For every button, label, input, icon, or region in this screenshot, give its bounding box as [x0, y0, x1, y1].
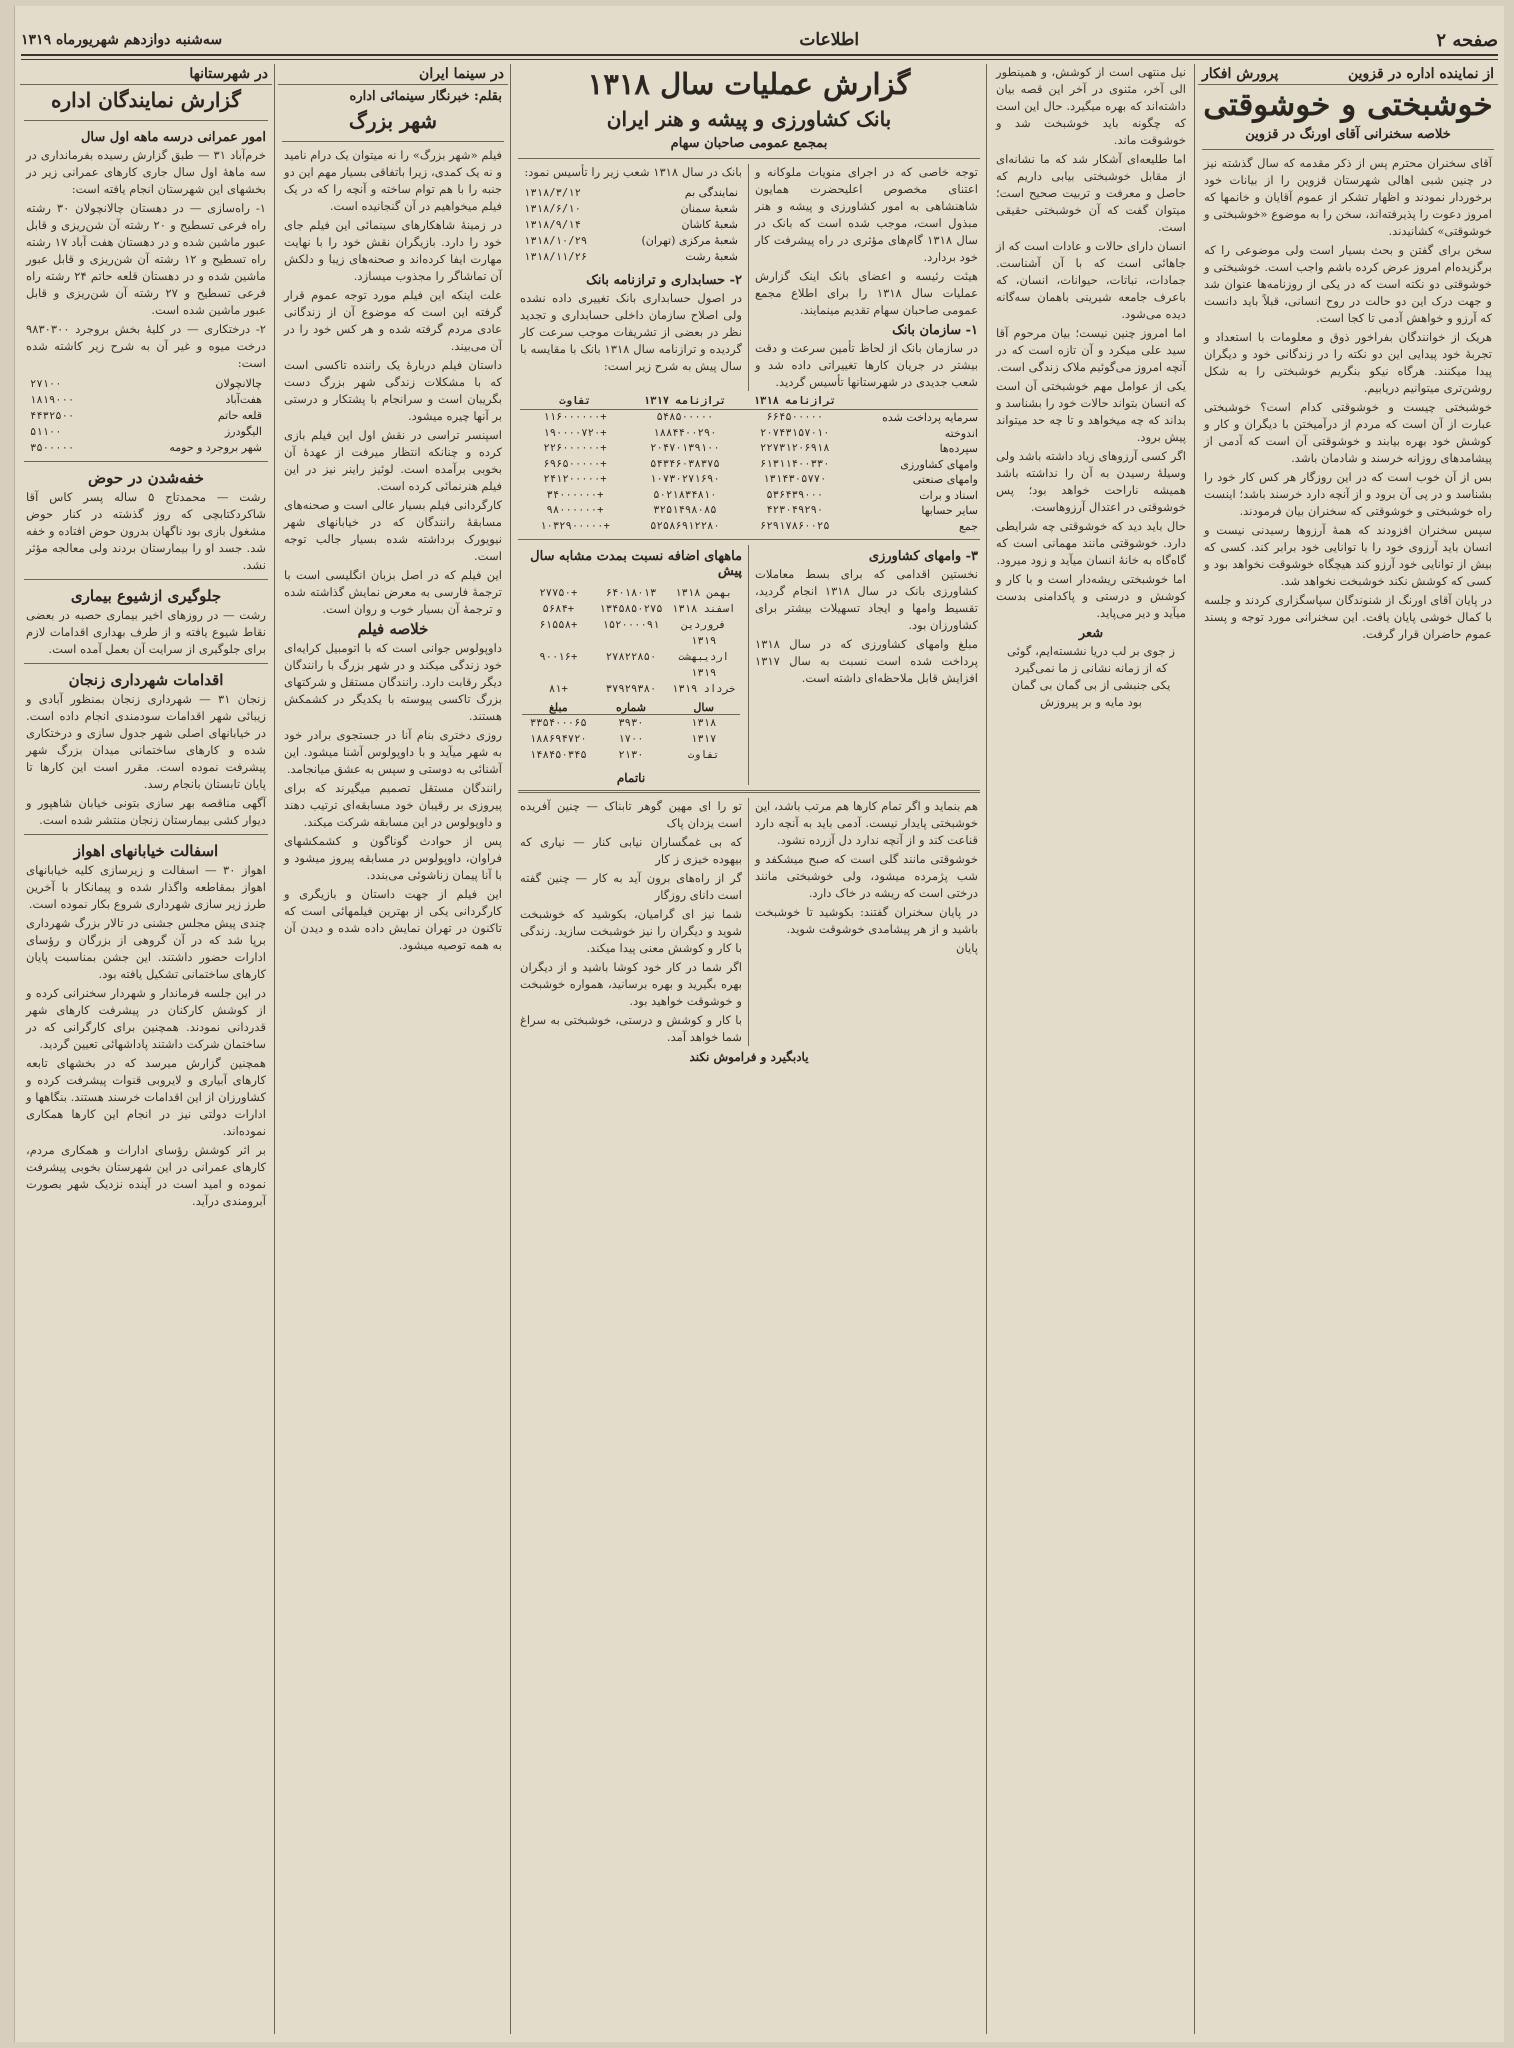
- table-cell: +۵۶۸۴: [542, 603, 575, 615]
- table-cell: ۵۳۶۴۳۹۰۰۰: [766, 488, 824, 501]
- table-cell: +۲۲۶۰۰۰۰۰۰: [543, 442, 607, 454]
- table-cell: +۲۷۷۵۰: [539, 587, 578, 599]
- paragraph: خوشوقتی مانند گلی است که صبح میشکفد و شب پژمرده میشود، ولی خوشبختی مانند درختی است که ریشه در خاک دارد.: [755, 852, 978, 900]
- branch-row: [524, 233, 738, 249]
- paragraph: اسپنسر تراسی در نقش اول این فیلم بازی کرده و چنانکه انتظار میرفت از عهدهٔ آن بخوبی برآمده است. لوئیز راینر نیز در این فیلم هنرنمائی کرده است.: [284, 428, 502, 493]
- table-header-cell: مبلغ: [548, 701, 568, 714]
- divider: [24, 120, 268, 121]
- table-cell: ۱۳۱۴۳۰۵۷۷۰: [763, 473, 827, 485]
- article-body: [1198, 155, 1498, 643]
- branch-date: ۱۳۱۸/۶/۱۰: [524, 203, 581, 215]
- paragraph: تو را ای مهین گوهر تابناک — چنین آفریده است یزدان پاک: [520, 799, 742, 830]
- branch-row: [524, 185, 738, 201]
- table-cell: +۱۹۰۰۰۰۷۲۰: [543, 426, 607, 439]
- table-row: [520, 503, 978, 519]
- table-cell: ۲۷۸۲۲۸۵۰: [605, 651, 657, 663]
- tree-count: ۵۱۱۰۰: [30, 426, 62, 438]
- table-header: [522, 701, 740, 715]
- paragraph: آگهی مناقصه بهر سازی بتونی خیابان شاهپور و دیوار کشی بیمارستان زنجان منتشر شده است.: [26, 796, 266, 827]
- issue-date: سه‌شنبه دوازدهم شهریورماه ۱۳۱۹: [21, 32, 223, 48]
- branch-name: شعبهٔ مرکزی (تهران): [641, 234, 738, 247]
- news-title: جلوگیری ازشیوع بیماری: [70, 587, 222, 605]
- table-header-cell: شماره: [615, 701, 646, 714]
- table-cell: ۱۳۴۵۸۵۰۲۷۵: [599, 603, 663, 615]
- table-cell: وامهای کشاورزی: [900, 457, 978, 471]
- paragraph: این فیلم از جهت داستان و بازیگری و کارگردانی یکی از بهترین فیلمهائی است که تاکنون در تهران نمایش داده شده و دیدن آن به همه توصیه میشود.: [284, 887, 502, 952]
- paragraph: هم بنماید و اگر تمام کارها هم مرتب باشد، این خوشبختی پایدار نیست. آدمی باید به آنچه دارد قناعت کند و از آنچه ندارد دل آزرده نشود.: [755, 799, 978, 847]
- table-body: [520, 410, 978, 534]
- paragraph: چندی پیش مجلس جشنی در تالار بزرگ شهرداری برپا شد که در آن گروهی از بزرگان و رؤسای ادارات حضور داشتند. این جشن بمناسبت پایان کارهای ساختمانی تشکیل یافته بود.: [26, 916, 266, 981]
- poem-title: شعر: [1078, 626, 1104, 641]
- table-cell: ۱۵۲۰۰۰۰۹۱: [602, 619, 660, 631]
- paragraph: در اصول حسابداری بانک تغییری داده نشده ولی اصلاح سازمان داخلی حسابداری و تجدید نظر در بعضی از تشریفات موجب سرعت کار گردیده و ترازنامه سال ۱۳۱۸ بانک با مقایسه با سال پیش به شرح زیر است:: [520, 291, 743, 373]
- paragraph: در زمینهٔ شاهکارهای سینمائی این فیلم جای خود را دارد. بازیگران نقش خود را با نهایت مهارت ایفا کرده‌اند و صحنه‌های زیبا و دلکش آن تماشاگر را مجذوب میسازد.: [284, 218, 502, 283]
- paragraph: یکی از عوامل مهم خوشبختی آن است که انسان بتواند حالات خود را بشناسد و بداند که چه میخواهد و تا چه حد میتواند پیش برود.: [996, 379, 1186, 444]
- paragraph: زنجان ۳۱ — شهرداری زنجان بمنظور آبادی و زیبائی شهر اقدامات سودمندی انجام داده است. در خیابانهای اصلی شهر جدول سازی و درختکاری شده و کارهای ساختمانی میدان بزرگ شهر پیشرفت نموده است. مقرر است این کارها تا پایان تابستان بانجام رسد.: [26, 692, 267, 791]
- section-title: ۲- حسابداری و ترازنامه بانک: [586, 273, 742, 288]
- table-row: [522, 747, 740, 763]
- table-cell: سپرده‌ها: [939, 442, 978, 455]
- table-cell: +۱۰۳۲۹۰۰۰۰۰: [540, 519, 610, 532]
- table-cell: تفاوت: [687, 749, 720, 761]
- news-list: [20, 461, 272, 1210]
- table-cell: +۹۰۰۱۶: [539, 651, 578, 663]
- news-title: خفه‌شدن در حوض: [88, 469, 204, 487]
- table-cell: ۳۹۳۰: [618, 717, 644, 729]
- article-headline: گزارش عملیات سال ۱۳۱۸: [587, 67, 911, 101]
- table-cell: فروردین ۱۳۱۹: [681, 619, 726, 647]
- masthead-rule: [21, 59, 1498, 60]
- paragraph: رشت — در روزهای اخیر بیماری حصبه در بعضی نقاط شیوع یافته و از طرف بهداری اقدامات لازم برای جلوگیری از سرایت آن بعمل آمده است.: [26, 608, 266, 656]
- table-cell: وامهای صنعتی: [912, 473, 978, 486]
- table-header-cell: [850, 395, 978, 407]
- table-row: [520, 426, 978, 442]
- table-cell: ۱۳۱۸: [691, 717, 717, 729]
- article-body: [990, 64, 1192, 622]
- column-divider: [986, 64, 987, 2034]
- paragraph: اگر کسی آرزوهای زیاد داشته باشد ولی وسیلهٔ رسیدن به آن را نداشته باشد همیشه ناراحت خواهد بود؛ پس خوشوقتی در اعتدال آرزوهاست.: [996, 449, 1186, 514]
- paragraph: داوپولوس جوانی است که با اتومبیل کرایه‌ای خود زندگی میکند و در شهر بزرگ با رانندگان دیگر رقابت دارد. رانندگان مستقل و شرکتهای بزرگ تاکسی پیوسته با یکدیگر در کشمکش هستند.: [284, 641, 502, 723]
- table-cell: اسفند ۱۳۱۸: [672, 603, 736, 615]
- table-title: ماههای اضافه نسبت بمدت مشابه سال پیش: [530, 549, 742, 579]
- article-body: [514, 164, 748, 181]
- paper-name: اطلاعات: [799, 30, 860, 50]
- column-continuation: [990, 64, 1192, 2034]
- table-cell: ۱۸۸۶۹۴۷۲۰: [529, 733, 587, 745]
- bottom-caption: یادبگیرد و فراموش نکند: [689, 1050, 809, 1064]
- table-cell: +۳۴۰۰۰۰۰۰: [546, 488, 604, 501]
- paragraph: آقای سخنران محترم پس از ذکر مقدمه که سال گذشته نیز در چنین شبی اهالی شهرستان قزوین را از بیانات خود برخوردار نمودند و اظهار تشکر از عموم آقایان و خانمها که امروز دعوت را پذیرفته‌اند، سخن را به موضوع «خوشبختی و خوشوقتی» کشانیدند.: [1204, 156, 1492, 238]
- table-header-cell: سال: [693, 701, 714, 714]
- table-row: [522, 601, 740, 617]
- divider: [24, 834, 268, 835]
- table-row: [520, 472, 978, 488]
- table-cell: +۶۱۵۵۸: [539, 619, 578, 631]
- article-headline: گزارش نمایندگان اداره: [51, 88, 241, 112]
- paragraph: اما خوشبختی ریشه‌دار است و با کار و کوشش و درستی و پاکدامنی بدست میآید و دیر می‌پاید.: [996, 572, 1186, 620]
- article-headline: خوشبختی و خوشوقتی: [1203, 87, 1493, 123]
- table-header-cell: تفاوت: [559, 395, 591, 407]
- paragraph: در سازمان بانک از لحاظ تأمین سرعت و دقت بیشتر در جریان کارها تغییراتی داده شد و شعب جدیدی در شهرستانها تأسیس گردید.: [755, 341, 978, 389]
- paragraph: بانک در سال ۱۳۱۸ شعب زیر را تأسیس نمود:: [524, 165, 742, 179]
- paragraph: هیئت رئیسه و اعضای بانک اینک گزارش عملیات سال ۱۳۱۸ را برای اطلاع مجمع عمومی صاحبان سهام تقدیم مینمایند.: [755, 269, 978, 317]
- paragraph: علت اینکه این فیلم مورد توجه عموم قرار گرفته این است که موضوع آن از زندگانی عادی مردم گرفته شده و هر کس خود را در آن می‌بیند.: [284, 288, 502, 353]
- table-cell: +۱۱۶۰۰۰۰۰۰: [543, 411, 607, 423]
- article-subheadline: بانک کشاورزی و پیشه و هنر ایران: [606, 107, 892, 131]
- table-body: [522, 715, 740, 763]
- section-subtitle: پرورش افکار: [1202, 66, 1279, 82]
- tree-count: ۱۸۱۹۰۰۰: [30, 394, 75, 406]
- table-cell: بهمن ۱۳۱۸: [675, 587, 733, 599]
- paragraph: اما امروز چنین نیست؛ بیان مرحوم آقا سید علی میکرد و آن تازه است که در آنچه امروز می‌گوئیم ملاک زندگی است.: [996, 326, 1186, 374]
- paragraph: حال باید دید که خوشوقتی چه شرایطی دارد. خوشوقتی مانند مهمانی است که گاه‌گاه به خانهٔ انسان میآید و زود میرود.: [996, 519, 1186, 567]
- paragraph: مبلغ وامهای کشاورزی که در سال ۱۳۱۸ پرداخت شده است نسبت به سال ۱۳۱۷ افزایش قابل ملاحظه‌ای داشته است.: [755, 637, 978, 685]
- column-divider: [510, 64, 511, 2034]
- table-row: [520, 410, 978, 426]
- paragraph: پایان: [955, 941, 978, 955]
- paragraph: این فیلم که در اصل بزبان انگلیسی است با ترجمهٔ فارسی به معرض نمایش گذاشته شده و ترجمهٔ آن بسیار خوب و روان است.: [284, 568, 502, 616]
- table-cell: +۶۹۶۵۰۰۰۰۰: [543, 457, 607, 470]
- table-row: [522, 585, 740, 601]
- branch-date: ۱۳۱۸/۳/۱۲: [524, 187, 581, 199]
- table-cell: ۲۰۴۷۰۱۳۹۱۰۰: [650, 442, 720, 454]
- table-cell: ۶۴۰۱۸۰۱۳: [605, 587, 657, 599]
- table-cell: ۶۲۹۱۷۸۶۰۰۲۵: [760, 519, 830, 532]
- table-cell: ۳۷۹۲۹۳۸۰: [605, 683, 657, 695]
- two-column-block: [514, 798, 984, 1046]
- tree-row: [30, 424, 262, 440]
- paragraph: نیل منتهی است از کوشش، و همینطور الی آخر، مثنوی در آخر این قصه بیان داشته‌اند که بهره میگیرد. حال این است که چگونه باید خوشبخت شد و خوشوقت ماند.: [996, 65, 1186, 147]
- paragraph: همچنین گزارش میرسد که در بخشهای تابعه کارهای آبیاری و لایروبی قنوات پیشرفت کرده و کشاورزان از این اقدامات خرسند هستند. بنگاهها و ادارات دولتی نیز در انجام این کارها همکاری نموده‌اند.: [26, 1056, 266, 1138]
- column-divider: [274, 64, 275, 2034]
- paragraph: توجه خاصی که در اجرای منویات ملوکانه و اعتنای مخصوص اعلیحضرت همایون شاهنشاهی به امور کشاورزی و پیشه و هنر مبذول است، موجب شده است که بانک در سال ۱۳۱۸ گام‌های مؤثری در راه پیشرفت کار خود بردارد.: [755, 165, 978, 264]
- table-header: [520, 395, 978, 410]
- table-cell: +۹۸۰۰۰۰۰۰: [546, 504, 604, 516]
- column-qazvin: [1198, 64, 1498, 2034]
- table-cell: ۱۳۱۷: [691, 733, 717, 745]
- paragraph: بر اثر کوشش رؤسای ادارات و همکاری مردم، کارهای عمرانی در این شهرستان بخوبی پیشرفت نموده و امید است در آینده نزدیک شهر بصورت آبرومندی درآید.: [26, 1143, 266, 1208]
- paragraph: داستان فیلم دربارهٔ یک راننده تاکسی است که با مشکلات زندگی شهر بزرگ دست بگریبان است و سرانجام با پشتکار و درستی بر آنها چیره میشود.: [284, 358, 502, 423]
- masthead: [21, 26, 1498, 56]
- branch-row: [524, 201, 738, 217]
- table-cell: ۱۸۸۴۴۰۰۲۹۰: [653, 426, 717, 439]
- divider: [24, 663, 268, 664]
- table-row: [522, 731, 740, 747]
- branch-date: ۱۳۱۸/۱۱/۲۶: [524, 251, 588, 263]
- news-title: اسفالت خیابانهای اهواز: [73, 842, 219, 860]
- tree-row: [30, 392, 262, 408]
- monthly-table: [522, 585, 740, 697]
- paragraph: در این جلسه فرماندار و شهردار سخنرانی کرده و از کوشش کارکنان در پیشرفت کارهای شهر قدردانی نمودند. همچنین برای کارگرانی که در ساختمان شرکت داشتند پاداشهائی تعیین گردید.: [26, 986, 266, 1051]
- byline: بقلم: خبرنگار سینمائی اداره: [349, 89, 502, 104]
- article-headline: شهر بزرگ: [348, 109, 438, 133]
- paragraph: روزی دختری بنام آنا در جستجوی برادر خود به شهر میآید و با داوپولوس آشنا میشود. این آشنائی به دوستی و سپس به عشق میانجامد.: [284, 728, 502, 776]
- branch-row: [524, 217, 738, 233]
- paragraph: شما نیز ای گرامیان، بکوشید که خوشبخت شوید و دیگران را نیز خوشبخت سازید. زندگی با کار و کوشش معنی پیدا میکند.: [520, 907, 742, 955]
- two-column-block: [514, 545, 984, 785]
- section-title: از نماینده اداره در قزوین: [1347, 66, 1494, 82]
- branch-row: [524, 249, 738, 265]
- table-cell: ۵۴۸۵۰۰۰۰۰: [656, 411, 714, 423]
- divider: [282, 141, 504, 142]
- newspaper-page: [14, 6, 1504, 2042]
- unfinished-note: ناتمام: [616, 771, 646, 785]
- divider: [518, 158, 980, 159]
- table-header-cell: ترازنامه ۱۳۱۸: [753, 395, 836, 407]
- tree-place: شهر بروجرد و حومه: [169, 441, 262, 454]
- table-cell: ۱۴۸۴۵۰۳۴۵: [529, 749, 587, 761]
- column-provinces: [20, 64, 272, 2034]
- table-cell: ۵۲۵۸۶۹۱۲۲۸۰: [650, 519, 720, 532]
- table-row: [520, 441, 978, 457]
- tree-row: [30, 408, 262, 424]
- table-cell: خرداد ۱۳۱۹: [672, 683, 736, 695]
- news-title: اقدامات شهرداری زنجان: [68, 671, 224, 689]
- assembly-line: بمجمع عمومی صاحبان سهام: [670, 136, 828, 151]
- page-number: صفحه ۲: [1436, 29, 1498, 51]
- item-title: امور عمرانی درسه ماهه اول سال: [80, 130, 266, 145]
- divider: [24, 579, 268, 580]
- tree-row: [30, 376, 262, 392]
- table-row: [522, 617, 740, 649]
- tree-count: ۳۵۰۰۰۰۰: [30, 442, 75, 454]
- table-cell: ۱۰۷۳۰۲۷۱۶۹۰: [650, 473, 720, 485]
- table-cell: سایر حسابها: [921, 504, 978, 517]
- tree-place: هفت‌آباد: [225, 393, 262, 406]
- poem-line: یکی جنبشی از بی گمان بی گمان: [1011, 678, 1171, 692]
- tree-count: ۴۴۳۲۵۰۰: [30, 410, 75, 422]
- paragraph: گر از راه‌های برون آید به کار — چنین گفته است دانای روزگار: [520, 871, 742, 902]
- table-cell: ۲۰۷۴۳۱۵۷۰۱۰: [760, 426, 830, 439]
- section-header: [1198, 64, 1498, 85]
- paragraph: بس از آن خوب است که در این روزگار هر کس کار خود را بشناسد و در پی آن برود و از آنچه دارد خرسند باشد؛ اینست راه خوشبختی و خوشوقتی که سخنران بیان فرمودند.: [1204, 470, 1492, 518]
- paragraph: فیلم «شهر بزرگ» را نه میتوان یک درام نامید و نه یک کمدی، زیرا باتفاقی بسیار مهم این دو جنبه را با هم توام ساخته و آنچه را که در یک فیلم میخواهیم در آن گنجانیده است.: [284, 148, 502, 213]
- branch-name: نمایندگی بم: [684, 186, 738, 199]
- table-row: [522, 715, 740, 731]
- article-body: [514, 798, 748, 1046]
- divider: [518, 539, 980, 540]
- table-header-cell: ترازنامه ۱۳۱۷: [643, 395, 726, 407]
- poem-line: بود مایه و بر پیروزش: [1039, 695, 1142, 709]
- table-cell: ۴۲۳۰۴۹۲۹۰: [766, 504, 824, 516]
- article-body: [749, 566, 984, 687]
- paragraph: رانندگان مستقل تصمیم میگیرند که برای پیروزی بر رقیبان خود مسابقه‌ای ترتیب دهند و داوپولوس در این مسابقه شرکت میکند.: [284, 781, 502, 829]
- column-divider: [1194, 64, 1195, 2034]
- table-cell: +۲۴۱۲۰۰۰۰۰: [543, 473, 607, 485]
- table-row: [520, 519, 978, 535]
- table-cell: ۵۴۳۴۶۰۳۸۳۷۵: [650, 457, 720, 470]
- paragraph: اما طلیعه‌ای آشکار شد که ما نشانه‌ای از مقابل خوشبختی بیابی داریم که حاصل و معرفت و تربیت صحیح است؛ میتوان گفت که آن خوشبختی حقیقی است.: [996, 152, 1186, 234]
- table-cell: ۳۳۵۴۰۰۰۶۵: [529, 717, 587, 729]
- column-bank-report: [514, 64, 984, 2034]
- section-header: در شهرستانها: [20, 64, 272, 85]
- article-body: [749, 164, 984, 319]
- paragraph: ۱- راه‌سازی — در دهستان چالانچولان ۳۰ رشته راه فرعی تسطیح و ۲۰ رشته آن شن‌ریزی و قابل عبور ماشین شده و در دهستان هفت آباد ۱۷ رشته راه تسطیح و ۱۲ رشته آن شن‌ریزی و قابل عبور ماشین شده و در دهستان قلعه حاتم ۲۴ رشته راه فرعی تسطیح و ۲۷ رشته آن شن‌ریزی و قابل عبور ماشین شده است.: [26, 201, 266, 317]
- divider: [24, 461, 268, 462]
- tree-count: ۲۷۱۰۰: [30, 378, 62, 390]
- tree-place: الیگودرز: [224, 425, 262, 438]
- balance-sheet-table: [520, 395, 978, 534]
- column-cinema: [278, 64, 508, 2034]
- paragraph: که بی غمگساران نیابی کنار — نیاری که بیهوده خیزی ز کار: [520, 835, 742, 866]
- table-row: [520, 488, 978, 504]
- paragraph: اگر شما در کار خود کوشا باشید و از دیگران بهره بگیرید و بهره برسانید، همواره خوشبخت و خوشوقت خواهید بود.: [520, 960, 742, 1008]
- table-cell: ۶۱۳۱۱۴۰۰۳۳۰: [760, 457, 830, 470]
- tree-place: چالانچولان: [215, 377, 262, 390]
- tree-list: [30, 376, 262, 456]
- summary-title: خلاصه فیلم: [357, 620, 429, 638]
- table-cell: ۲۲۷۳۱۲۰۶۹۱۸: [760, 442, 830, 454]
- paragraph: هریک از خوانندگان بفراخور ذوق و معلومات با استعداد و تجربهٔ خود پیدایی این دو نکته را در زندگانی خود و دیگران پیدا میکنند. هرگاه نیکو بنگریم خوشبختی را به شکل روشن‌تری میتوانیم دریابیم.: [1204, 330, 1492, 395]
- table-cell: جمع: [958, 519, 978, 533]
- tree-row: [30, 440, 262, 456]
- article-body: [20, 126, 272, 372]
- tree-place: قلعه حاتم: [217, 409, 262, 422]
- table-cell: سرمایه پرداخت شده: [882, 411, 978, 424]
- poem: [990, 643, 1192, 711]
- table-cell: اردیبهشت ۱۳۱۹: [678, 651, 729, 679]
- branch-name: شعبهٔ کاشان: [681, 218, 738, 231]
- poem-line: که از زمانه نشانی ز ما نمی‌گیرد: [1014, 661, 1168, 675]
- divider: [1202, 149, 1494, 150]
- divider: [518, 790, 980, 793]
- paragraph: کارگردانی فیلم بسیار عالی است و صحنه‌های مسابقهٔ رانندگان که در خیابانهای شهر نیویورک برداشته شده بسیار جالب توجه است.: [284, 498, 502, 563]
- paragraph: ۲- درختکاری — در کلیهٔ بخش بروجرد ۹۸۳۰۳۰۰ درخت میوه و غیر آن به شرح زیر کاشته شده است:: [26, 322, 266, 370]
- table-cell: ۶۶۴۵۰۰۰۰۰: [766, 411, 824, 423]
- loan-table: [522, 701, 740, 763]
- paragraph: انسان دارای حالات و عادات است که از جاهائی است که با آن آشناست. جمادات، نباتات، حیوانات، انسان، که باعرف جامعه شیرینی باهمان سه‌گانه دیده می‌شود.: [996, 239, 1186, 321]
- table-cell: اسناد و برات: [919, 488, 978, 502]
- article-body: [514, 290, 748, 375]
- article-body: [278, 640, 508, 954]
- paragraph: خرم‌آباد ۳۱ — طبق گزارش رسیده بفرمانداری در سه ماههٔ اول سال جاری کارهای عمرانی زیر در بخشهای این شهرستان انجام یافته است:: [26, 148, 266, 196]
- paragraph: اهواز ۳۰ — اسفالت و زیرسازی کلیه خیابانهای اهواز بمقاطعه واگذار شده و پیمانکار با آخرین طرز زیر سازی شهرداری شروع بکار نموده است.: [26, 863, 266, 911]
- table-row: [520, 457, 978, 473]
- table-cell: ۵۰۲۱۸۳۴۸۱۰: [653, 488, 717, 501]
- section-title: ۳- وامهای کشاورزی: [868, 549, 978, 564]
- table-cell: ۲۱۳۰: [618, 749, 644, 761]
- poem-line: ز جوی بر لب دریا نشسته‌ایم، گوئی: [1007, 644, 1175, 658]
- table-cell: +۸۱: [548, 683, 568, 695]
- table-row: [522, 649, 740, 681]
- paragraph: نخستین اقدامی که برای بسط معاملات کشاورزی بانک در سال ۱۳۱۸ انجام گردید، تقسیط وامها و ایجاد تسهیلات بیشتر برای کشاورزان بود.: [755, 567, 978, 632]
- table-cell: اندوخته: [944, 426, 978, 440]
- branch-list: [524, 185, 738, 265]
- paragraph: در پایان آقای اورنگ از شنوندگان سپاسگزاری کردند و جلسه با کمال خوشی پایان یافت. این سخنرانی مورد توجه و پسند عموم حاضران قرار گرفت.: [1204, 593, 1492, 641]
- branch-name: شعبهٔ سمنان: [680, 202, 738, 215]
- branch-name: شعبهٔ رشت: [685, 250, 738, 263]
- paragraph: سخن برای گفتن و بحث بسیار است ولی موضوعی را که برگزیده‌ام امروز عرض کرده باشم واجب است. خوشبختی و خوشوقتی دو نکته است که در یکی از روزنامه‌ها عنوان شد و جهت درک این دو حالت در روح انسانی، قبلاً باید دانست که آرزو و خواهش آدمی تا کجا است.: [1204, 243, 1492, 325]
- paragraph: خوشبختی چیست و خوشوقتی کدام است؟ خوشبختی عبارت از آن است که مردم از درآمیختن با دیگران و کار و کوشش خود بهره بیابند و خوشوقتی آن است که آدمی از پیشامدهای روزانه خرسند و شادمان باشد.: [1204, 400, 1492, 465]
- paragraph: سپس سخنران افزودند که همهٔ آرزوها رسیدنی نیست و انسان باید آرزوی خود را با توانایی خود برابر کند. کسی که بیش از توانایی خود آرزو کند هیچگاه خوشوقت نخواهد بود و کسی که کوشش نکند خوشبخت نخواهد شد.: [1204, 523, 1492, 588]
- branch-date: ۱۳۱۸/۹/۱۴: [524, 219, 581, 231]
- article-body: [749, 340, 984, 391]
- paragraph: در پایان سخنران گفتند: بکوشید تا خوشبخت باشید و از هر پیشامدی خوشوقت شوید.: [755, 905, 978, 936]
- article-subheadline: خلاصه سخنرانی آقای اورنگ در قزوین: [1245, 127, 1451, 142]
- section-title: ۱- سازمان بانک: [892, 323, 978, 338]
- article-body: [278, 147, 508, 618]
- branch-date: ۱۳۱۸/۱۰/۲۹: [524, 235, 588, 247]
- article-body: [749, 798, 984, 957]
- table-row: [522, 681, 740, 697]
- paragraph: با کار و کوشش و درستی، خوشبختی به سراغ شما خواهد آمد.: [520, 1013, 742, 1044]
- table-cell: ۱۷۰۰: [618, 733, 644, 745]
- paragraph: پس از حوادث گوناگون و کشمکشهای فراوان، داوپولوس در مسابقه پیروز میشود و با آنا پیمان زناشوئی می‌بندد.: [284, 834, 502, 882]
- paragraph: رشت — محمدتاج ۵ ساله پسر کاس آقا شاکردکتابچی که روز گذشته در کنار حوض مشغول بازی بود ناگهان بدرون حوض افتاده و خفه شد. جسد او را بیمارستان بردند ولی معالجه مؤثر نشد.: [26, 490, 267, 572]
- two-column-block: [514, 164, 984, 391]
- table-cell: ۳۲۵۱۴۹۸۰۸۵: [653, 504, 717, 516]
- section-header: در سینما ایران: [278, 64, 508, 85]
